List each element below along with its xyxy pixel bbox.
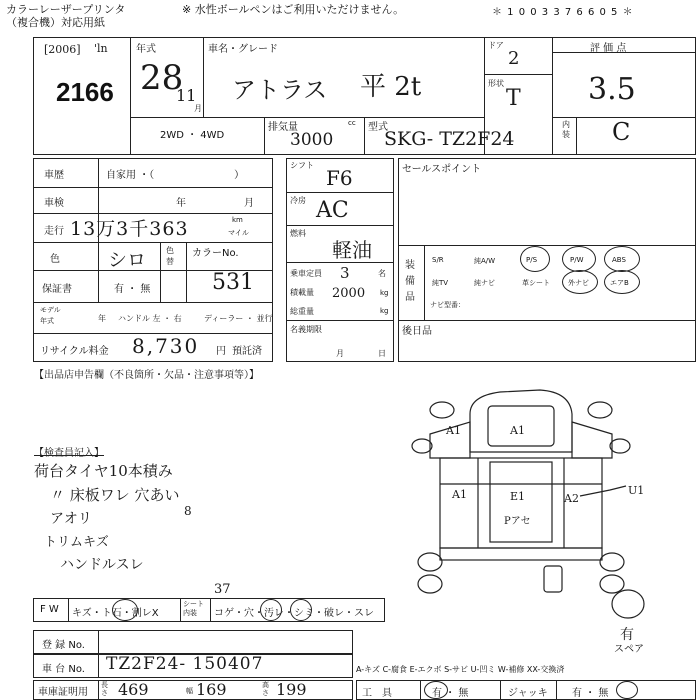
- door-value: 2: [508, 48, 520, 69]
- model-year-dealer: ディーラー ・ 並行: [204, 314, 273, 323]
- header-notice: ※ 水性ボールペンはご利用いただけません。: [182, 3, 405, 16]
- score-value: 3.5: [588, 72, 636, 107]
- load-label: 積載量: [290, 288, 314, 297]
- year-month-unit: 月: [194, 104, 202, 113]
- spare-tire-circle: [612, 590, 644, 618]
- lot-in-mark: 'ln: [94, 42, 108, 55]
- equip-airbag: エアB: [610, 279, 629, 287]
- model-label: 型式: [368, 122, 388, 133]
- drive-label: 2WD ・ 4WD: [160, 130, 225, 141]
- pointer-line: [580, 486, 626, 496]
- height-value: 199: [276, 680, 307, 699]
- inspector-note-4: トリムキズ: [44, 535, 109, 550]
- certificate-label: 車庫証明用: [38, 687, 88, 698]
- shape-label: 形状: [488, 79, 504, 88]
- weight-unit: kg: [380, 307, 389, 315]
- equip-leather: 革シート: [522, 279, 550, 287]
- color-no-value: 531: [212, 270, 254, 295]
- equip-abs: ABS: [612, 256, 626, 264]
- model-value: SKG- TZ2F24: [384, 128, 515, 150]
- circle-tools-yes: [424, 681, 448, 699]
- door-label: ドア: [488, 41, 504, 50]
- color-no-label: カラーNo.: [192, 248, 239, 259]
- displacement-unit: cc: [348, 119, 356, 127]
- weight-label: 総重量: [290, 307, 314, 316]
- circle-jack-no: [616, 681, 638, 699]
- equip-pw: P/W: [570, 256, 584, 264]
- seat-note: 37: [214, 582, 231, 597]
- fuel-value: 軽油: [332, 238, 372, 262]
- chassis-value: TZ2F24- 150407: [106, 654, 264, 674]
- cab-outline: [470, 390, 572, 452]
- equip-sr: S/R: [432, 256, 444, 264]
- interior-label: 内装: [562, 120, 570, 139]
- year-month: 11: [176, 86, 197, 105]
- circle-seat-dirt: [260, 599, 282, 621]
- chassis-label: 車 台 No.: [42, 664, 85, 675]
- circle-airbag: [604, 270, 640, 294]
- serial-number: ＊ 1 0 0 3 3 7 6 6 0 5 ＊: [492, 7, 634, 18]
- inspection-year: 年: [176, 198, 186, 209]
- mileage-label: 走行: [44, 226, 64, 237]
- circle-ps: [520, 246, 550, 272]
- model-year-label2: 年式: [40, 317, 54, 325]
- front-right-wheel: [588, 402, 612, 418]
- history-value: 自家用 ・（ ）: [106, 170, 245, 181]
- printer-line-2: （複合機）対応用紙: [6, 16, 105, 29]
- tools-label: 工 具: [362, 688, 392, 699]
- jack-label: ジャッキ: [508, 688, 548, 699]
- length-label: 長さ: [101, 681, 108, 697]
- damage-mark-3: A1: [452, 488, 467, 501]
- tools-value: 有 ・ 無: [432, 688, 469, 699]
- capacity-value: 3: [340, 264, 350, 282]
- damage-legend: A-キズ C-腐食 E-エクボ S-サビ U-凹ミ W-補修 XX-交換済: [356, 665, 565, 674]
- rear-right-wheel: [600, 553, 624, 571]
- recycle-deposit: 預託済: [232, 346, 262, 357]
- fuel-label: 燃料: [290, 229, 306, 238]
- load-value: 2000: [332, 286, 366, 301]
- seat-items: コゲ・穴・汚レ・シミ・破レ・スレ: [214, 608, 374, 619]
- circle-pw: [562, 246, 596, 272]
- equip-navi-model: ナビ型番：: [430, 301, 465, 309]
- spare-label: スペア: [614, 644, 644, 655]
- length-value: 469: [118, 680, 149, 699]
- registration-deadline-day: 日: [378, 349, 386, 358]
- model-year-year: 年: [98, 314, 106, 323]
- model-year-label1: モデル: [40, 306, 61, 314]
- mileage-value: 13万3千363: [70, 218, 189, 240]
- color-label: 色: [50, 254, 60, 265]
- equip-ps: P/S: [526, 256, 538, 264]
- mileage-unit-mile: マイル: [228, 229, 249, 237]
- color-change-label: 色替: [166, 246, 174, 266]
- inspector-label: 【検査員記入】: [34, 448, 104, 459]
- seller-notes-label: 【出品店申告欄（不良箇所・欠品・注意事項等）】: [34, 370, 259, 381]
- circle-abs: [604, 246, 640, 272]
- year-label: 年式: [136, 44, 156, 55]
- rear-left-wheel: [418, 553, 442, 571]
- height-label: 高さ: [262, 681, 269, 697]
- right-cab-panel: [572, 422, 612, 458]
- warranty-label: 保証書: [42, 284, 72, 295]
- circle-ext-navi: [562, 270, 598, 294]
- inspection-label: 車検: [44, 198, 64, 209]
- later-notes-label: 後日品: [402, 326, 432, 337]
- registration-deadline-label: 名義期限: [290, 325, 322, 334]
- inspector-note-2: 〃 床板ワレ 穴あい: [50, 486, 180, 504]
- seat-label: シート内装: [183, 600, 204, 617]
- damage-mark-7: Pアセ: [504, 516, 531, 527]
- inspection-month: 月: [244, 198, 254, 209]
- left-info-block: [33, 158, 273, 362]
- car-name: アトラス: [232, 76, 328, 104]
- equip-navi: 純ナビ: [474, 279, 495, 287]
- car-label: 車名・グレード: [208, 44, 278, 55]
- damage-mark-5: A2: [564, 492, 579, 505]
- equip-ext-navi: 外ナビ: [568, 279, 589, 287]
- recycle-value: 8,730: [132, 334, 200, 358]
- mileage-unit-km: km: [232, 216, 243, 224]
- width-label: 幅: [186, 687, 193, 695]
- recycle-unit: 円: [216, 346, 226, 357]
- history-label: 車歴: [44, 170, 64, 181]
- registration-label: 登 録 No.: [42, 640, 85, 651]
- capacity-unit: 名: [378, 269, 386, 278]
- spare-mark: 有: [620, 627, 634, 643]
- equip-tv: 純TV: [432, 279, 449, 287]
- model-year-handle: ハンドル 左 ・ 右: [118, 314, 182, 323]
- circle-seat-stain: [290, 599, 312, 621]
- printer-line-1: カラーレーザープリンタ: [6, 3, 126, 16]
- damage-mark-4: E1: [510, 490, 526, 503]
- inspector-note-3: アオリ: [50, 511, 92, 527]
- aircon-value: AC: [316, 198, 349, 223]
- lot-number: 2166: [56, 77, 114, 107]
- displacement-value: 3000: [290, 130, 334, 150]
- color-value: シロ: [108, 249, 147, 271]
- damage-mark-2: A1: [510, 424, 525, 437]
- rear-gate: [440, 548, 602, 560]
- lot-year-note: [2006]: [44, 43, 81, 56]
- inspector-note-1: 荷台タイヤ10本積み: [34, 462, 173, 480]
- damage-mark-6: U1: [628, 484, 645, 497]
- jack-value: 有 ・ 無: [572, 688, 609, 699]
- sales-point-label: セールスポイント: [402, 164, 482, 175]
- score-label: 評 価 点: [590, 43, 627, 54]
- inspector-note-5: ハンドルスレ: [60, 557, 144, 573]
- front-left-wheel: [430, 402, 454, 418]
- interior-value: C: [612, 118, 631, 146]
- shape-value: T: [506, 86, 521, 111]
- inspector-side-mark: 8: [184, 504, 192, 518]
- width-value: 169: [196, 680, 227, 699]
- capacity-label: 乗車定員: [290, 269, 322, 278]
- displacement-label: 排気量: [268, 122, 298, 133]
- year-value: 28: [140, 58, 184, 98]
- shift-value: F6: [326, 166, 353, 190]
- vehicle-diagram: [400, 376, 696, 626]
- equipment-label: 装備品: [405, 260, 415, 303]
- fw-items: キズ・ト石・割レX: [72, 608, 159, 619]
- load-unit: kg: [380, 289, 389, 297]
- aircon-label: 冷房: [290, 196, 306, 205]
- car-grade: 平 2t: [360, 72, 422, 102]
- equip-alloy: 純A/W: [474, 257, 496, 265]
- spare-holder: [544, 566, 562, 592]
- circle-fw-stone: [112, 599, 138, 621]
- damage-mark-1: A1: [446, 424, 461, 437]
- recycle-label: リサイクル料金: [40, 346, 109, 357]
- fw-label: F W: [40, 604, 59, 615]
- warranty-value: 有 ・ 無: [114, 284, 151, 295]
- shift-label: シフト: [290, 161, 314, 170]
- registration-deadline-month: 月: [336, 349, 344, 358]
